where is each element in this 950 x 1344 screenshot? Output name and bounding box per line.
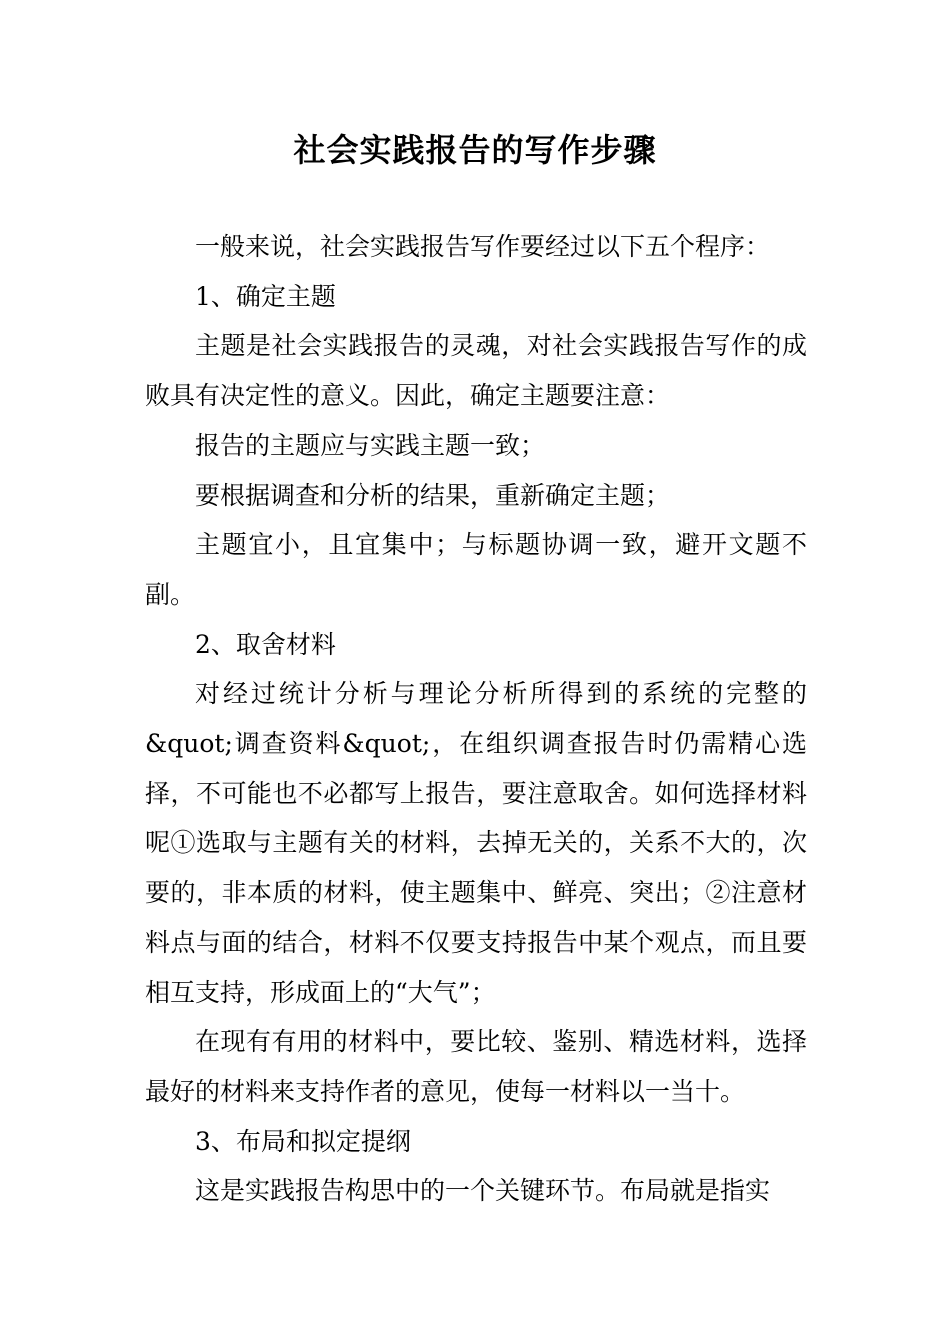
document-body (145, 222, 807, 1216)
section-heading-2: 2、取舍材料 (195, 629, 336, 659)
paragraph: 这是实践报告构思中的一个关键环节。布局就是指实 (195, 1176, 771, 1206)
paragraph: 要根据调查和分析的结果，重新确定主题； (195, 480, 671, 510)
section-heading-1: 1、确定主题 (195, 281, 336, 311)
paragraph: 主题宜小，且宜集中；与标题协调一致，避开文题不副。 (145, 530, 807, 609)
paragraph: 报告的主题应与实践主题一致； (195, 430, 546, 460)
paragraph: 在现有有用的材料中，要比较、鉴别、精选材料，选择最好的材料来支持作者的意见，使每一材料以一当十。 (145, 1027, 807, 1106)
paragraph: 对经过统计分析与理论分析所得到的系统的完整的&quot;调查资料&quot;，在组织调查报告时仍需精心选择，不可能也不必都写上报告，要注意取舍。如何选择材料呢①选取与主题有关的材料，去掉无关的，关系不大的，次要的，非本质的材料，使主题集中、鲜亮、突出；②注意材料点与面的结合，材料不仅要支持报告中某个观点，而且要相互支持，形成面上的“大气”； (145, 679, 807, 1007)
document-title: 社会实践报告的写作步骤 (293, 131, 657, 169)
section-heading-3: 3、布局和拟定提纲 (195, 1126, 411, 1156)
paragraph-intro: 一般来说，社会实践报告写作要经过以下五个程序： (195, 232, 771, 261)
paragraph: 主题是社会实践报告的灵魂，对社会实践报告写作的成败具有决定性的意义。因此，确定主题要注意： (145, 331, 807, 411)
